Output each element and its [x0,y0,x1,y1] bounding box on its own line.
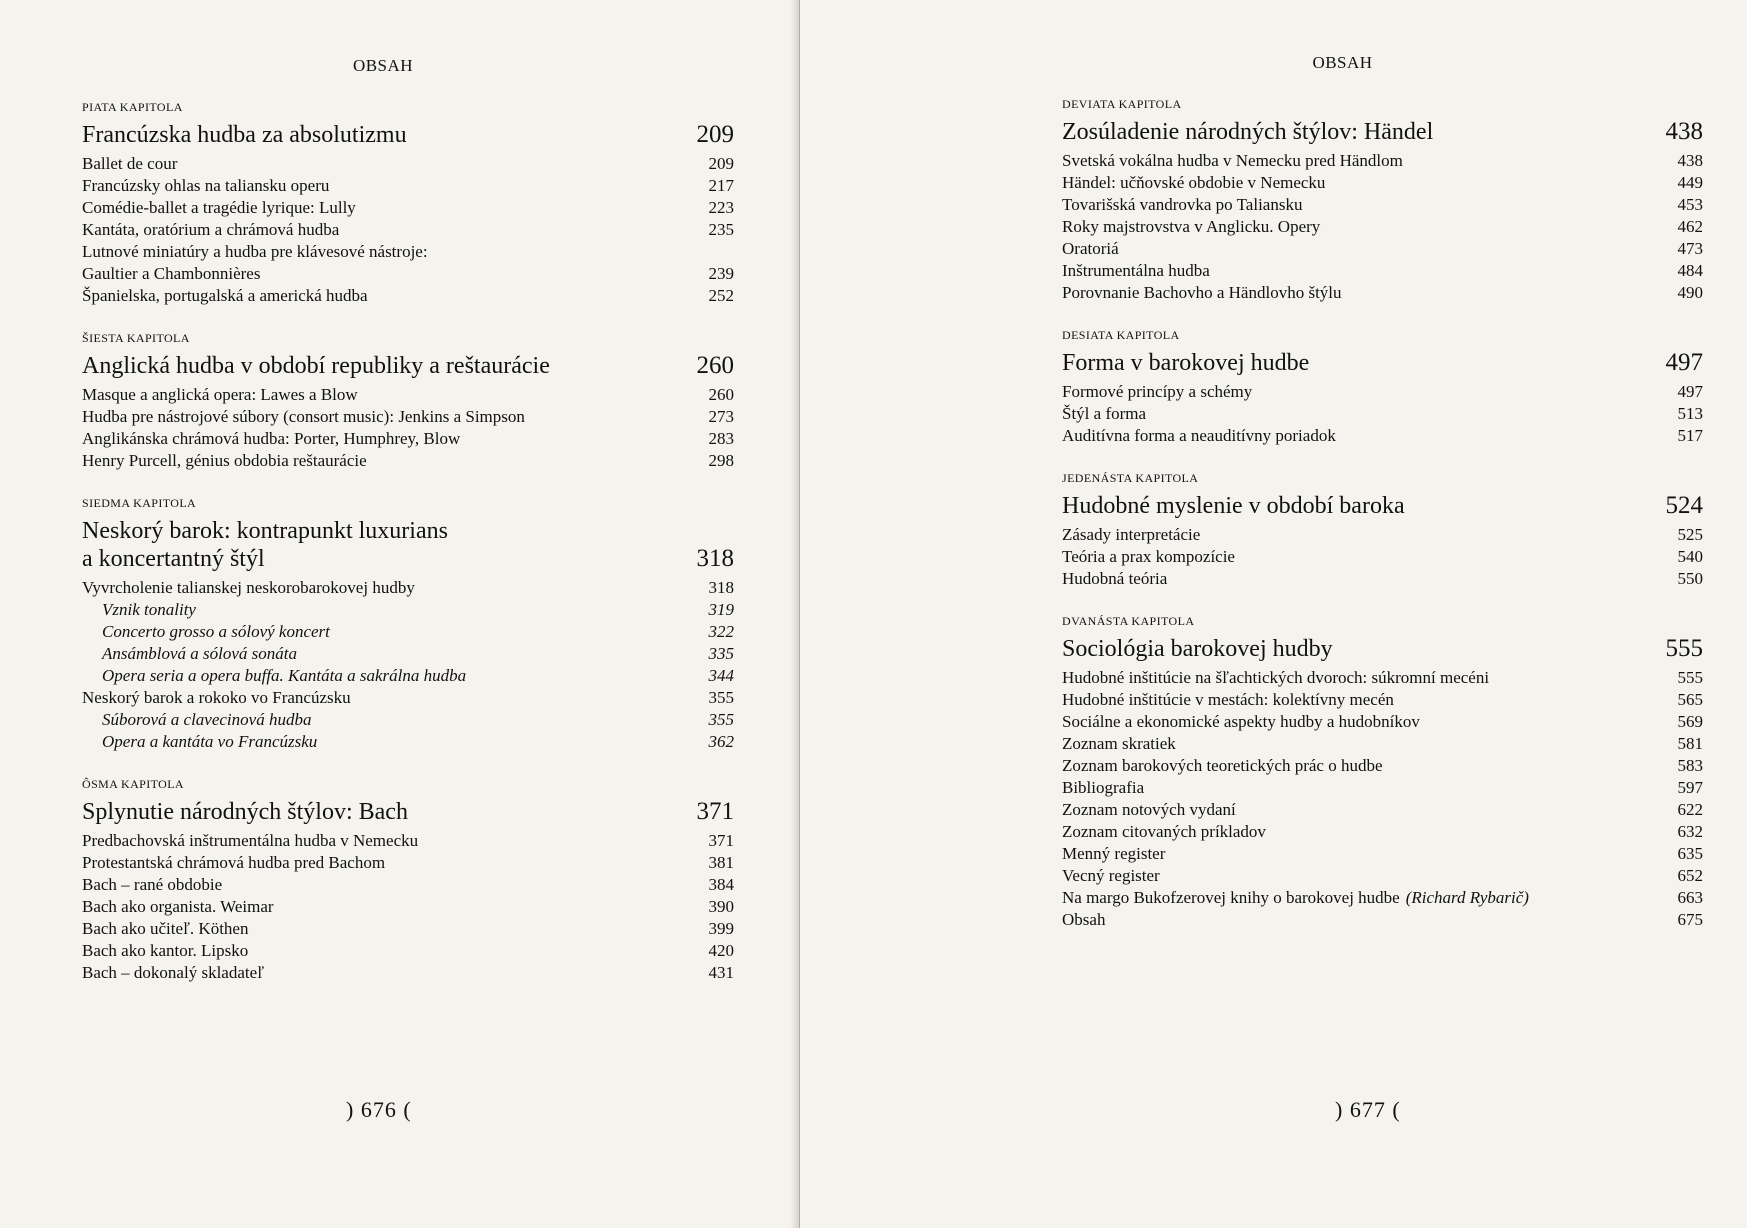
entry-page-number: 453 [1677,195,1703,214]
chapter-page-number: 260 [696,352,734,379]
entry-page-number: 490 [1677,283,1703,302]
toc-entry [1062,799,1703,821]
entry-page-number: 283 [708,429,734,448]
chapter-section [1062,327,1703,447]
entry-text: Súborová a clavecinová hudba [102,710,312,729]
chapter-title: Sociológia barokovej hudby [1062,636,1333,662]
entry-page-number: 362 [708,732,734,751]
entry-text: Neskorý barok a rokoko vo Francúzsku [82,688,351,707]
entry-title [1062,711,1420,733]
entry-text: Hudobná teória [1062,569,1168,588]
entry-title [1062,381,1252,403]
toc-entry [82,577,734,599]
entry-title [82,830,418,852]
entry-text: Hudobné inštitúcie v mestách: kolektívny mecén [1062,690,1394,709]
chapter-label: DEVIATA KAPITOLA [1062,97,1182,111]
toc-entry [1062,755,1703,777]
toc-entry [82,874,734,896]
page-folio: ) 677 ( [1335,1097,1401,1122]
entry-text: Bach ako kantor. Lipsko [82,941,249,960]
entry-page-number: 420 [708,941,734,960]
entry-title [1062,799,1236,821]
chapter-page-number: 209 [696,121,734,148]
toc-entry [82,241,734,263]
toc-entry [1062,194,1703,216]
toc-entry [1062,821,1703,843]
entry-text: Tovarišská vandrovka po Taliansku [1062,195,1303,214]
chapter-heading [1062,349,1703,377]
left-page [0,0,800,1228]
toc-entry [1062,546,1703,568]
chapter-title [82,517,448,573]
entry-page-number: 390 [708,897,734,916]
entry-text: Predbachovská inštrumentálna hudba v Nemecku [82,831,419,850]
entry-text: Ansámblová a sólová sonáta [102,644,298,663]
toc-entry [1062,216,1703,238]
toc-entry [82,219,734,241]
entry-title [102,731,317,753]
entry-page-number: 449 [1677,173,1703,192]
entry-title [1062,403,1146,425]
entry-text: Štýl a forma [1062,404,1147,423]
entry-text: Sociálne a ekonomické aspekty hudby a hudobníkov [1062,712,1420,731]
toc-entry [82,665,734,687]
entry-text: Vyvrcholenie talianskej neskorobarokovej hudby [82,578,415,597]
entry-title [82,263,260,285]
toc-entry [82,428,734,450]
entry-title [1062,568,1167,590]
entry-text: Opera seria a opera buffa. Kantáta a sakrálna hudba [102,666,467,685]
chapter-title-line: Neskorý barok: kontrapunkt luxurians [82,518,448,544]
toc-entry [1062,282,1703,304]
entry-title [1062,843,1165,865]
toc-entry [82,962,734,984]
entry-text: Zásady interpretácie [1062,525,1201,544]
entry-text: Formové princípy a schémy [1062,382,1253,401]
chapter-section [1062,613,1703,931]
chapter-title: Anglická hudba v období republiky a reštaurácie [82,353,550,379]
entry-title [1062,238,1119,260]
entry-page-number: 335 [708,644,734,663]
entry-page-number: 273 [708,407,734,426]
chapter-section [82,99,734,307]
chapter-title: Forma v barokovej hudbe [1062,350,1310,376]
entry-text: Svetská vokálna hudba v Nemecku pred Händlom [1062,151,1403,170]
entry-text: Hudba pre nástrojové súbory (consort music): Jenkins a Simpson [82,407,525,426]
toc-entry [1062,381,1703,403]
entry-text: Zoznam skratiek [1062,734,1176,753]
chapter-title-line: a koncertantný štýl [82,546,265,572]
chapter-page-number: 497 [1665,349,1703,376]
entry-title [1062,150,1403,172]
entry-page-number: 583 [1677,756,1703,775]
chapter-label: DVANÁSTA KAPITOLA [1062,614,1195,628]
entry-text: Teória a prax kompozície [1062,547,1235,566]
entry-title [82,384,358,406]
entry-text: Opera a kantáta vo Francúzsku [102,732,318,751]
chapter-page-number: 555 [1665,635,1703,662]
chapter-section [1062,470,1703,590]
entry-page-number: 569 [1677,712,1703,731]
entry-page-number: 438 [1677,151,1703,170]
toc-entry [1062,425,1703,447]
chapter-label: ÔSMA KAPITOLA [82,777,184,791]
entry-text: Masque a anglická opera: Lawes a Blow [82,385,358,404]
entry-page-number: 223 [708,198,734,217]
chapter-section [1062,96,1703,304]
toc-entry [82,918,734,940]
chapter-heading [1062,635,1703,663]
entry-page-number: 497 [1677,382,1703,401]
chapter-label: SIEDMA KAPITOLA [82,496,197,510]
entry-page-number: 239 [708,264,734,283]
entry-page-number: 513 [1677,404,1703,423]
toc-entry [82,896,734,918]
entry-title [102,599,196,621]
entry-text: Na margo Bukofzerovej knihy o barokovej hudbe [1062,888,1400,907]
entry-text: Henry Purcell, génius obdobia reštaurácie [82,451,367,470]
toc-entry [82,852,734,874]
chapter-heading [82,121,734,149]
entry-title [82,406,525,428]
entry-page-number: 381 [708,853,734,872]
toc-entry [1062,150,1703,172]
entry-text: Zoznam notových vydaní [1062,800,1236,819]
entry-title [1062,194,1302,216]
entry-page-number: 635 [1677,844,1703,863]
entry-text: Bach ako organista. Weimar [82,897,274,916]
entry-text: Obsah [1062,910,1106,929]
toc-entry [82,709,734,731]
running-head: OBSAH [1312,53,1373,72]
toc-entry [82,599,734,621]
entry-page-number: 517 [1677,426,1703,445]
entry-text: Bach – rané obdobie [82,875,223,894]
entry-title [82,153,177,175]
entry-page-number: 252 [708,286,734,305]
entry-text: Porovnanie Bachovho a Händlovho štýlu [1062,283,1342,302]
entry-text: Comédie-ballet a tragédie lyrique: Lully [82,198,356,217]
entry-title [1062,865,1160,887]
toc-entry [1062,172,1703,194]
chapter-page-number: 524 [1665,492,1703,519]
entry-title [82,962,264,984]
toc-entry [82,940,734,962]
toc-entry [82,197,734,219]
entry-title [1062,821,1266,843]
entry-page-number: 355 [708,710,734,729]
entry-title [82,852,385,874]
entry-title [1062,689,1394,711]
toc-entry [82,175,734,197]
entry-title [102,709,311,731]
toc-entry [1062,733,1703,755]
entry-page-number: 555 [1677,668,1703,687]
right-page [800,0,1747,1228]
entry-title [1062,777,1144,799]
chapter-title: Zosúladenie národných štýlov: Händel [1062,119,1434,145]
entry-title [102,665,466,687]
entry-title [82,197,356,219]
entry-text: Vecný register [1062,866,1160,885]
chapter-heading [1062,118,1703,146]
chapter-page-number: 371 [696,798,734,825]
entry-text: Gaultier a Chambonnières [82,264,261,283]
toc-entry [1062,568,1703,590]
entry-title [82,940,248,962]
entry-page-number: 371 [708,831,734,850]
entry-page-number: 462 [1677,217,1703,236]
toc-entry [82,687,734,709]
entry-text: Inštrumentálna hudba [1062,261,1210,280]
chapter-title: Francúzska hudba za absolutizmu [82,122,407,148]
entry-page-number: 581 [1677,734,1703,753]
toc-entry [1062,403,1703,425]
chapter-label: DESIATA KAPITOLA [1062,328,1180,342]
chapter-heading [82,798,734,826]
toc-entry [82,621,734,643]
entry-title [1062,887,1529,909]
entry-title [82,874,222,896]
entry-page-number: 540 [1677,547,1703,566]
entry-page-number: 550 [1677,569,1703,588]
chapter-label: PIATA KAPITOLA [82,100,183,114]
entry-title [82,577,415,599]
chapter-label: ŠIESTA KAPITOLA [82,331,190,345]
entry-page-number: 431 [708,963,734,982]
toc-entry [1062,667,1703,689]
entry-text: Bibliografia [1062,778,1145,797]
entry-author: (Richard Rybarič) [1405,888,1529,907]
entry-text: Händel: učňovské obdobie v Nemecku [1062,173,1326,192]
entry-text: Auditívna forma a neauditívny poriadok [1062,426,1336,445]
entry-page-number: 384 [708,875,734,894]
toc-entry [1062,238,1703,260]
entry-page-number: 632 [1677,822,1703,841]
entry-title [82,241,428,263]
chapter-heading [82,517,734,573]
entry-title [1062,546,1235,568]
toc-entry [82,450,734,472]
entry-text: Hudobné inštitúcie na šľachtických dvoroch: súkromní mecéni [1062,668,1490,687]
entry-page-number: 565 [1677,690,1703,709]
entry-page-number: 355 [708,688,734,707]
entry-title [1062,755,1383,777]
entry-text: Oratoriá [1062,239,1119,258]
entry-page-number: 209 [708,154,734,173]
entry-title [82,918,248,940]
chapter-title: Hudobné myslenie v období baroka [1062,493,1405,519]
entry-text: Anglikánska chrámová hudba: Porter, Humphrey, Blow [82,429,461,448]
toc-entry [82,406,734,428]
entry-text: Zoznam barokových teoretických prác o hudbe [1062,756,1383,775]
entry-title [82,175,329,197]
toc-list [1062,96,1703,931]
entry-page-number: 622 [1677,800,1703,819]
toc-entry [82,285,734,307]
chapter-section [82,776,734,984]
toc-entry [82,153,734,175]
entry-title [1062,425,1336,447]
entry-title [102,643,297,665]
entry-text: Menný register [1062,844,1166,863]
chapter-title: Splynutie národných štýlov: Bach [82,799,408,825]
chapter-label: JEDENÁSTA KAPITOLA [1062,471,1199,485]
entry-text: Kantáta, oratórium a chrámová hudba [82,220,340,239]
toc-entry [82,643,734,665]
entry-title [82,428,460,450]
entry-text: Ballet de cour [82,154,178,173]
toc-entry [1062,909,1703,931]
entry-title [1062,909,1105,931]
toc-entry [82,263,734,285]
entry-title [82,219,339,241]
entry-text: Španielska, portugalská a americká hudba [82,286,368,305]
toc-entry [1062,260,1703,282]
entry-page-number: 399 [708,919,734,938]
entry-title [1062,260,1210,282]
entry-title [82,896,274,918]
toc-entry [1062,777,1703,799]
entry-page-number: 473 [1677,239,1703,258]
chapter-section [82,495,734,753]
entry-page-number: 217 [708,176,734,195]
entry-page-number: 344 [708,666,734,685]
entry-text: Lutnové miniatúry a hudba pre klávesové nástroje: [82,242,428,261]
chapter-heading [82,352,734,380]
entry-text: Vznik tonality [102,600,196,619]
toc-entry [1062,711,1703,733]
toc-entry [1062,865,1703,887]
entry-text: Bach – dokonalý skladateľ [82,963,265,982]
entry-title [1062,524,1200,546]
toc-list [82,99,734,984]
entry-page-number: 235 [708,220,734,239]
entry-title [82,687,351,709]
entry-page-number: 597 [1677,778,1703,797]
entry-text: Bach ako učiteľ. Köthen [82,919,249,938]
page-folio: ) 676 ( [346,1097,412,1122]
toc-entry [82,830,734,852]
toc-entry [1062,843,1703,865]
entry-page-number: 322 [708,622,734,641]
entry-title [1062,282,1342,304]
entry-text: Protestantská chrámová hudba pred Bachom [82,853,386,872]
entry-text: Francúzsky ohlas na taliansku operu [82,176,330,195]
chapter-section [82,330,734,472]
entry-page-number: 663 [1677,888,1703,907]
chapter-heading [1062,492,1703,520]
entry-title [82,285,368,307]
entry-title [1062,667,1489,689]
entry-page-number: 675 [1677,910,1703,929]
toc-entry [82,384,734,406]
entry-title [1062,216,1320,238]
entry-page-number: 319 [708,600,734,619]
toc-entry [1062,887,1703,909]
chapter-page-number: 438 [1665,118,1703,145]
entry-page-number: 318 [708,578,734,597]
entry-title [1062,733,1176,755]
entry-text: Zoznam citovaných príkladov [1062,822,1266,841]
entry-text: Roky majstrovstva v Anglicku. Opery [1062,217,1321,236]
running-head: OBSAH [352,56,414,75]
entry-page-number: 652 [1677,866,1703,885]
toc-entry [82,731,734,753]
entry-page-number: 298 [708,451,734,470]
entry-title [1062,172,1325,194]
entry-page-number: 525 [1677,525,1703,544]
entry-title [102,621,330,643]
entry-page-number: 484 [1677,261,1703,280]
entry-page-number [684,241,734,263]
chapter-page-number: 318 [696,545,734,572]
entry-text: Concerto grosso a sólový koncert [102,622,330,641]
toc-entry [1062,524,1703,546]
entry-title [82,450,367,472]
toc-entry [1062,689,1703,711]
entry-page-number: 260 [708,385,734,404]
